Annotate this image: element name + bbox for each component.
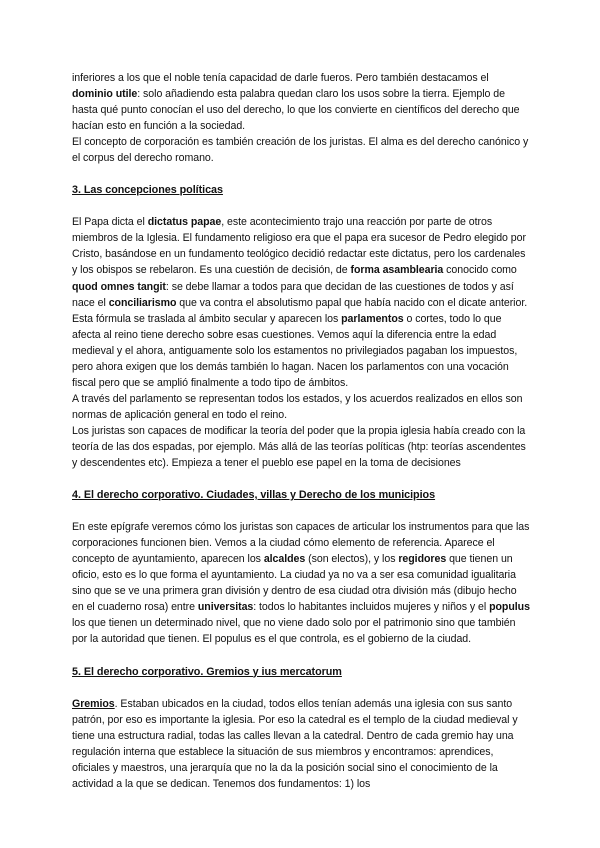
term-dictatus-papae: dictatus papae	[147, 216, 222, 229]
spacer	[72, 166, 530, 182]
paragraph-section3-2: A través del parlamento se representan todos los estados, y los acuerdos realizados en ellos son normas de aplicación general en todo el reino.	[72, 392, 523, 421]
text-run: (son electos), y los	[305, 553, 399, 566]
term-regidores: regidores	[398, 553, 447, 566]
term-quod-omnes-tangit: quod omnes tangit	[72, 280, 166, 293]
text-run: que tienen un oficio, esto es lo que forma el ayuntamiento. La ciudad ya no va a ser esa comunidad igualitaria sino que se ve una primera gran división y dentro de esa ciudad otra división más (dibujo hecho en el cuaderno rosa) entre	[72, 553, 517, 614]
term-dominio-utile: dominio utile	[72, 88, 138, 101]
text-run: inferiores a los que el noble tenía capacidad de darle fueros. Pero también destacamos el	[72, 72, 489, 84]
text-run: que va contra el absolutismo papal que había nacido con el dicate anterior. Esta fórmula se traslada al ámbito secular y aparecen los	[72, 296, 528, 325]
spacer	[72, 198, 530, 214]
term-parlamentos: parlamentos	[341, 312, 404, 325]
term-gremios: Gremios	[72, 697, 115, 710]
paragraph-section3-3: Los juristas son capaces de modificar la teoría del poder que la propia iglesia había creado con la teoría de las dos espadas, por ejemplo. Más allá de las teorías políticas (htp: teorías ascendentes y descendentes etc). Empieza a tener el pueblo ese papel en la toma de decisiones	[72, 424, 526, 470]
paragraph-section3-1	[72, 214, 530, 391]
spacer	[72, 503, 530, 519]
section-heading-4: 4. El derecho corporativo. Ciudades, villas y Derecho de los municipios	[72, 489, 436, 502]
text-run: los que tienen un determinado nivel, que no viene dado solo por el patrimonio sino que también por la autoridad que tienen. El populus es el que controla, es el gobierno de la ciudad.	[72, 617, 516, 646]
text-run: El Papa dicta el	[72, 216, 148, 229]
section-heading-5: 5. El derecho corporativo. Gremios y ius mercatorum	[72, 665, 342, 678]
paragraph-section4-1	[72, 519, 530, 647]
text-run: . Estaban ubicados en la ciudad, todos ellos tenían además una iglesia con sus santo patrón, por eso es importante la iglesia. Por eso la catedral es el templo de la ciudad medieval y tiene una estructura radial, todas las calles llevan a la catedral. Dentro de cada gremio hay una regulación interna que establece la situación de sus miembros y encontramos: aprendices, oficiales y maestros, una jerarquía que no la da la posición social sino el conocimiento de la actividad a la que se dedican. Tenemos dos fundamentos: 1) los	[72, 697, 518, 790]
text-run: , este acontecimiento trajo una reacción por parte de otros miembros de la Iglesia. El fundamento religioso era que el papa era sucesor de Pedro elegido por Cristo, basándose en un fundamento teológico decidió redactar este dictatus, pero los cardenales y los obispos se rebelaron. Es una cuestión de decisión, de	[72, 216, 526, 277]
paragraph-intro-1	[72, 70, 530, 134]
term-forma-asamblearia: forma asamblearia	[350, 264, 444, 277]
text-run: : solo añadiendo esta palabra quedan claro los usos sobre la tierra. Ejemplo de hasta qué punto conocían el uso del derecho, lo que los convierte en científicos del derecho que hacían esto en función a la sociedad.	[72, 88, 520, 133]
term-conciliarismo: conciliarismo	[108, 296, 177, 309]
text-run: : se debe llamar a todos para que decidan de las cuestiones de todos y así nace el	[72, 280, 514, 309]
term-alcaldes: alcaldes	[263, 553, 306, 566]
text-run: En este epígrafe veremos cómo los juristas son capaces de articular los instrumentos para que las corporaciones funcionen bien. Vemos a la ciudad cómo elemento de referencia. Aparece el concepto de ayuntamiento, aparecen los	[72, 521, 530, 566]
paragraph-intro-2: El concepto de corporación es también creación de los juristas. El alma es del derecho canónico y el corpus del derecho romano.	[72, 136, 529, 165]
text-run: : todos lo habitantes incluidos mujeres y niños y el	[253, 601, 490, 614]
spacer	[72, 471, 530, 487]
spacer	[72, 648, 530, 664]
spacer	[72, 680, 530, 696]
document-page	[72, 70, 530, 792]
term-universitas: universitas	[197, 601, 254, 614]
section-heading-3: 3. Las concepciones políticas	[72, 184, 223, 197]
term-populus: populus	[489, 601, 530, 614]
text-run: conocido como	[443, 264, 517, 277]
paragraph-section5-1	[72, 696, 530, 792]
text-run: o cortes, todo lo que afecta al reino tiene derecho sobre esas cuestiones. Vemos aquí la diferencia entre la edad medieval y el ahora, antiguamente solo los estamentos no privilegiados pagaban los impuestos, pero ahora exigen que los demás también lo hagan. Nacen los parlamentos con una vocación fiscal pero que se amplió finalmente a todo tipo de ámbitos.	[72, 312, 518, 389]
